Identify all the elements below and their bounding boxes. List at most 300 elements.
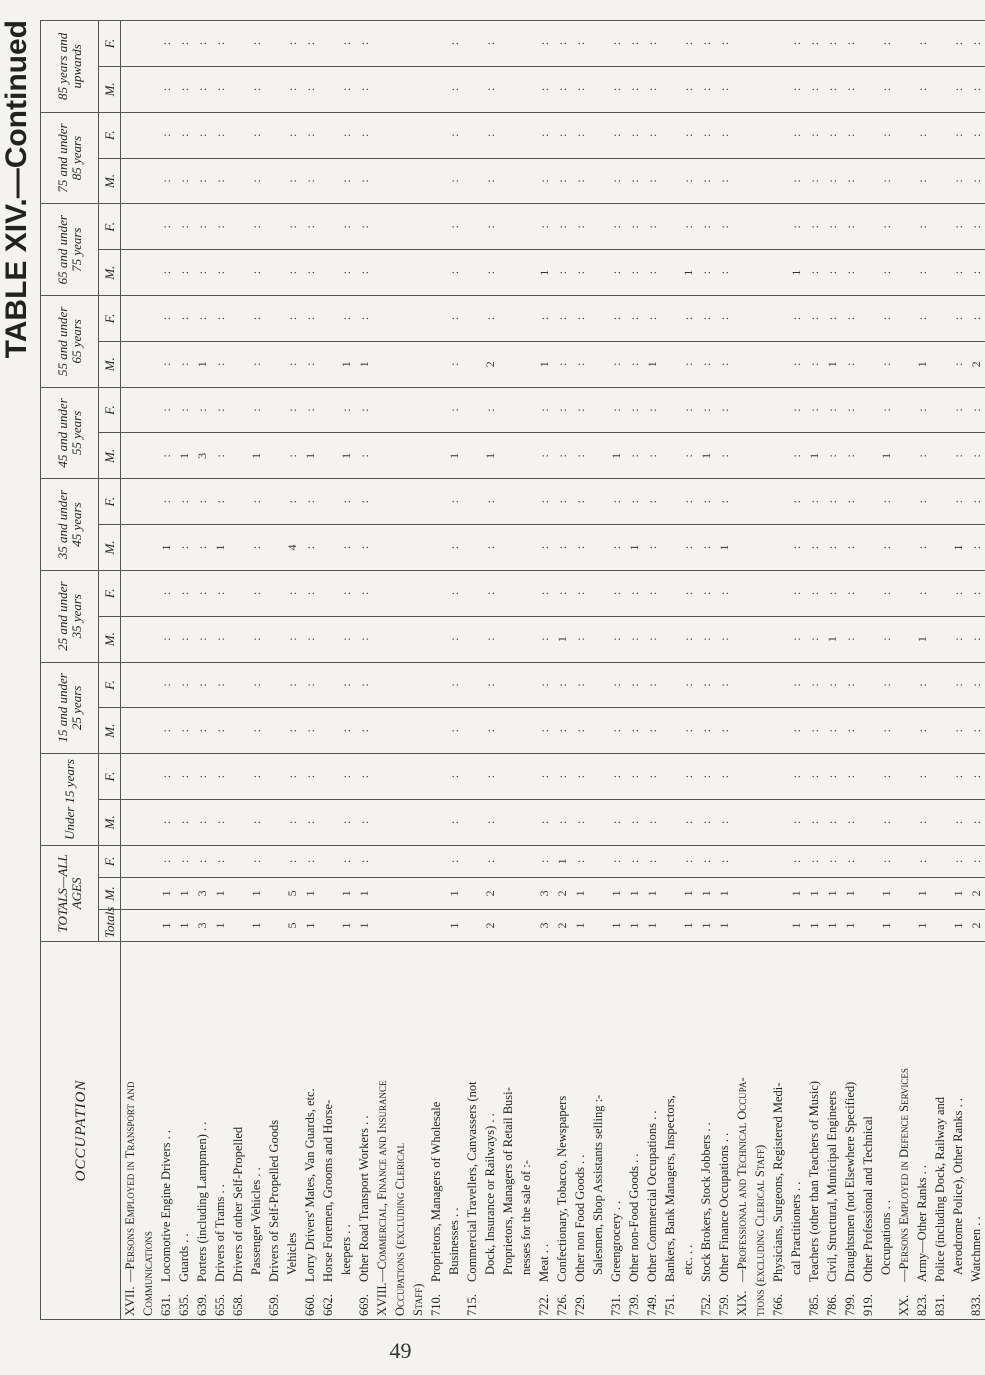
count-cell: : <box>967 204 985 250</box>
count-cell: : <box>193 662 211 708</box>
page-title <box>2 0 32 1375</box>
occupation-cell <box>391 942 409 1320</box>
count-cell: : <box>355 525 373 571</box>
count-cell <box>427 158 445 204</box>
count-cell: : <box>355 112 373 158</box>
occupation-label: Civil, Structural, Municipal Engineers <box>825 1090 839 1282</box>
count-cell: 1 <box>157 525 175 571</box>
count-cell <box>229 845 247 877</box>
count-cell: : <box>841 66 859 112</box>
count-cell <box>499 387 517 433</box>
count-cell: : <box>877 708 895 754</box>
count-cell <box>391 158 409 204</box>
count-cell <box>931 909 949 941</box>
count-cell <box>859 909 877 941</box>
count-cell: : <box>571 158 589 204</box>
count-cell: : <box>787 341 805 387</box>
count-cell: 1 <box>625 525 643 571</box>
count-cell: : <box>697 250 715 296</box>
count-cell <box>427 341 445 387</box>
count-cell: : <box>355 570 373 616</box>
count-cell: : <box>607 112 625 158</box>
count-cell <box>409 799 427 845</box>
count-cell <box>589 754 607 800</box>
count-cell <box>499 570 517 616</box>
count-cell <box>499 662 517 708</box>
count-cell <box>751 250 769 296</box>
count-cell: : <box>175 204 193 250</box>
count-cell <box>859 204 877 250</box>
count-cell <box>229 341 247 387</box>
count-cell: : <box>643 616 661 662</box>
count-cell <box>895 570 913 616</box>
count-cell: : <box>355 433 373 479</box>
count-cell <box>391 204 409 250</box>
table-row <box>301 21 319 1320</box>
count-cell: : <box>193 158 211 204</box>
count-cell <box>265 616 283 662</box>
count-cell: : <box>805 158 823 204</box>
table-row <box>535 21 553 1320</box>
count-cell <box>751 479 769 525</box>
count-cell <box>391 662 409 708</box>
count-cell <box>859 21 877 67</box>
count-cell: : <box>301 662 319 708</box>
count-cell <box>409 479 427 525</box>
count-cell <box>391 799 409 845</box>
count-cell: 1 <box>301 433 319 479</box>
count-cell <box>733 877 751 909</box>
count-cell: : <box>157 66 175 112</box>
table-row <box>229 21 247 1320</box>
count-cell: : <box>697 341 715 387</box>
count-cell: : <box>571 21 589 67</box>
count-cell: : <box>715 708 733 754</box>
count-cell <box>517 112 535 158</box>
count-cell <box>265 250 283 296</box>
count-cell: : <box>913 479 931 525</box>
count-cell <box>319 204 337 250</box>
count-cell <box>499 909 517 941</box>
age-group-header: 35 and under 45 years <box>41 479 99 571</box>
occupation-code: 752. <box>699 1294 713 1316</box>
count-cell: : <box>535 570 553 616</box>
count-cell: : <box>625 250 643 296</box>
count-cell: 3 <box>193 433 211 479</box>
count-cell: : <box>823 525 841 571</box>
table-row <box>859 21 877 1320</box>
count-cell: 1 <box>643 341 661 387</box>
count-cell <box>895 112 913 158</box>
count-cell <box>265 708 283 754</box>
count-cell <box>517 754 535 800</box>
count-cell <box>229 570 247 616</box>
count-cell: : <box>877 570 895 616</box>
count-cell: : <box>949 479 967 525</box>
count-cell: 1 <box>679 909 697 941</box>
count-cell <box>859 296 877 342</box>
sex-subheader: F. <box>99 754 121 800</box>
count-cell <box>139 21 157 67</box>
page-title-text: TABLE XIV.—Continued <box>0 20 33 359</box>
count-cell <box>769 21 787 67</box>
count-cell <box>229 662 247 708</box>
count-cell: 1 <box>553 845 571 877</box>
count-cell <box>499 799 517 845</box>
occupation-code: 739. <box>627 1294 641 1316</box>
count-cell <box>517 909 535 941</box>
occupation-cell <box>913 942 931 1320</box>
count-cell <box>661 799 679 845</box>
count-cell <box>121 250 140 296</box>
occupation-code: 786. <box>825 1294 839 1316</box>
occupation-label: Stock Brokers, Stock Jobbers . . <box>699 1122 713 1282</box>
count-cell <box>589 204 607 250</box>
count-cell: : <box>625 616 643 662</box>
occupation-code: 635. <box>177 1294 191 1316</box>
count-cell <box>517 250 535 296</box>
count-cell: : <box>247 708 265 754</box>
count-cell: : <box>787 662 805 708</box>
count-cell: : <box>877 479 895 525</box>
count-cell <box>139 387 157 433</box>
count-cell <box>121 296 140 342</box>
count-cell: : <box>193 250 211 296</box>
count-cell: : <box>445 387 463 433</box>
count-cell <box>229 909 247 941</box>
count-cell <box>463 341 481 387</box>
count-cell: : <box>643 845 661 877</box>
count-cell: : <box>697 66 715 112</box>
count-cell: : <box>949 433 967 479</box>
occupation-cell <box>553 942 571 1320</box>
occupation-label: Meat . . <box>537 1243 551 1282</box>
count-cell <box>661 570 679 616</box>
count-cell: : <box>643 570 661 616</box>
occupation-label: Drivers of Trams . . <box>213 1184 227 1282</box>
count-cell: : <box>553 433 571 479</box>
count-cell: : <box>643 708 661 754</box>
count-cell <box>733 433 751 479</box>
count-cell: : <box>913 525 931 571</box>
occupation-cell <box>193 942 211 1320</box>
count-cell <box>895 341 913 387</box>
occupation-cell <box>697 942 715 1320</box>
occupation-cell <box>841 942 859 1320</box>
count-cell: : <box>787 754 805 800</box>
count-cell: : <box>211 754 229 800</box>
count-cell <box>463 525 481 571</box>
count-cell <box>733 341 751 387</box>
count-cell <box>373 909 391 941</box>
occupation-label: Police (including Dock, Railway and <box>933 1096 947 1282</box>
count-cell: : <box>481 799 499 845</box>
count-cell: 1 <box>949 525 967 571</box>
count-cell: : <box>283 433 301 479</box>
count-cell <box>895 158 913 204</box>
count-cell <box>661 845 679 877</box>
count-cell <box>121 341 140 387</box>
count-cell <box>769 433 787 479</box>
count-cell: 1 <box>607 909 625 941</box>
count-cell <box>373 112 391 158</box>
count-cell <box>499 341 517 387</box>
count-cell <box>751 754 769 800</box>
occupation-label: keepers . . <box>339 1224 353 1275</box>
occupation-code: 655. <box>213 1294 227 1316</box>
occupation-cell <box>499 942 517 1320</box>
count-cell: : <box>949 296 967 342</box>
count-cell: : <box>283 204 301 250</box>
count-cell: : <box>481 387 499 433</box>
occupation-code: 726. <box>555 1294 569 1316</box>
age-group-header: Under 15 years <box>41 754 99 846</box>
occupation-code: XVIII. <box>375 1282 389 1316</box>
count-cell <box>751 112 769 158</box>
count-cell: : <box>949 341 967 387</box>
count-cell <box>229 204 247 250</box>
count-cell <box>319 341 337 387</box>
occupation-cell <box>769 942 787 1320</box>
table-row <box>931 21 949 1320</box>
count-cell <box>517 845 535 877</box>
occupation-label: Other Finance Occupations . . <box>717 1132 731 1282</box>
count-cell <box>661 616 679 662</box>
count-cell <box>733 570 751 616</box>
count-cell: : <box>679 799 697 845</box>
occupation-label: nesses for the sale of :- <box>519 1160 533 1275</box>
count-cell: : <box>211 479 229 525</box>
count-cell <box>499 616 517 662</box>
count-cell: : <box>697 799 715 845</box>
occupation-cell <box>571 942 589 1320</box>
count-cell: : <box>967 296 985 342</box>
count-cell: : <box>715 845 733 877</box>
count-cell: 1 <box>823 909 841 941</box>
count-cell: : <box>445 158 463 204</box>
count-cell: : <box>949 708 967 754</box>
count-cell: : <box>337 112 355 158</box>
count-cell: : <box>301 799 319 845</box>
occupation-code: 785. <box>807 1294 821 1316</box>
count-cell: : <box>211 158 229 204</box>
count-cell <box>859 250 877 296</box>
count-cell <box>733 21 751 67</box>
count-cell <box>139 877 157 909</box>
count-cell <box>319 433 337 479</box>
count-cell: : <box>355 616 373 662</box>
count-cell <box>463 158 481 204</box>
count-cell: : <box>877 250 895 296</box>
count-cell <box>319 112 337 158</box>
count-cell <box>589 708 607 754</box>
count-cell: : <box>823 387 841 433</box>
count-cell <box>895 909 913 941</box>
count-cell: : <box>157 433 175 479</box>
count-cell: : <box>625 845 643 877</box>
count-cell: 1 <box>607 433 625 479</box>
occupation-label: Other Road Transport Workers . . <box>357 1115 371 1282</box>
occupation-cell <box>175 942 193 1320</box>
count-cell <box>661 112 679 158</box>
sex-subheader: Totals <box>99 909 121 941</box>
count-cell <box>463 296 481 342</box>
count-cell <box>499 877 517 909</box>
count-cell: : <box>823 66 841 112</box>
count-cell <box>319 158 337 204</box>
count-cell: : <box>805 250 823 296</box>
count-cell <box>373 204 391 250</box>
count-cell <box>265 525 283 571</box>
count-cell <box>769 66 787 112</box>
count-cell: : <box>949 662 967 708</box>
occupation-cell <box>517 942 535 1320</box>
count-cell <box>931 387 949 433</box>
occupation-code: XX. <box>897 1294 911 1316</box>
table-row <box>679 21 697 1320</box>
count-cell <box>373 877 391 909</box>
count-cell: : <box>175 387 193 433</box>
count-cell: : <box>157 21 175 67</box>
count-cell: : <box>175 112 193 158</box>
occupation-cell <box>589 942 607 1320</box>
count-cell: : <box>679 570 697 616</box>
count-cell: : <box>301 21 319 67</box>
count-cell <box>751 616 769 662</box>
count-cell: : <box>445 479 463 525</box>
count-cell <box>499 479 517 525</box>
count-cell: : <box>787 66 805 112</box>
count-cell: : <box>301 570 319 616</box>
occupation-cell <box>625 942 643 1320</box>
count-cell: 1 <box>949 909 967 941</box>
count-cell <box>427 296 445 342</box>
count-cell: 1 <box>913 616 931 662</box>
count-cell <box>463 909 481 941</box>
count-cell: : <box>481 296 499 342</box>
count-cell: : <box>247 21 265 67</box>
count-cell <box>931 662 949 708</box>
occupation-cell <box>409 942 427 1320</box>
occupation-label: —Persons Employed in Transport and <box>123 1081 137 1282</box>
count-cell: 1 <box>301 909 319 941</box>
occupation-label: Passenger Vehicles . . <box>249 1167 263 1275</box>
table-row <box>517 21 535 1320</box>
count-cell: : <box>877 21 895 67</box>
count-cell: 1 <box>625 909 643 941</box>
occupation-label: Army—Other Ranks . . <box>915 1165 929 1282</box>
count-cell <box>589 877 607 909</box>
header-row-groups <box>41 21 99 1320</box>
count-cell: 1 <box>445 877 463 909</box>
count-cell: : <box>337 158 355 204</box>
count-cell <box>139 66 157 112</box>
count-cell <box>391 341 409 387</box>
count-cell: : <box>481 708 499 754</box>
count-cell: : <box>337 799 355 845</box>
sex-subheader: F. <box>99 112 121 158</box>
table-row <box>823 21 841 1320</box>
sex-subheader: M. <box>99 616 121 662</box>
count-cell <box>121 909 140 941</box>
count-cell: 1 <box>787 877 805 909</box>
count-cell <box>517 708 535 754</box>
count-cell: : <box>571 387 589 433</box>
count-cell <box>931 341 949 387</box>
count-cell: 1 <box>787 250 805 296</box>
count-cell: : <box>355 799 373 845</box>
count-cell: : <box>193 387 211 433</box>
count-cell: : <box>949 112 967 158</box>
count-cell: : <box>481 525 499 571</box>
count-cell: : <box>445 799 463 845</box>
count-cell: : <box>841 158 859 204</box>
count-cell: 1 <box>211 909 229 941</box>
count-cell <box>463 616 481 662</box>
occupation-label: —Commercial, Finance and Insurance <box>375 1080 389 1282</box>
count-cell <box>409 570 427 616</box>
count-cell <box>409 708 427 754</box>
count-cell: 1 <box>445 909 463 941</box>
count-cell <box>121 616 140 662</box>
count-cell: : <box>625 479 643 525</box>
count-cell <box>139 525 157 571</box>
count-cell: : <box>679 341 697 387</box>
count-cell: : <box>175 708 193 754</box>
table-row <box>589 21 607 1320</box>
count-cell <box>733 708 751 754</box>
count-cell <box>769 799 787 845</box>
count-cell: : <box>481 616 499 662</box>
count-cell: : <box>571 341 589 387</box>
count-cell: : <box>301 341 319 387</box>
count-cell: : <box>337 708 355 754</box>
count-cell <box>661 909 679 941</box>
count-cell <box>895 296 913 342</box>
count-cell: : <box>715 662 733 708</box>
count-cell: : <box>175 845 193 877</box>
count-cell <box>895 204 913 250</box>
count-cell <box>589 799 607 845</box>
occupation-code: 833. <box>969 1294 983 1316</box>
count-cell: : <box>625 754 643 800</box>
count-cell: : <box>211 616 229 662</box>
table-row <box>499 21 517 1320</box>
rotated-table-container <box>40 20 983 1320</box>
count-cell: : <box>787 799 805 845</box>
occupation-code: 823. <box>915 1294 929 1316</box>
count-cell <box>409 204 427 250</box>
count-cell <box>319 799 337 845</box>
count-cell: : <box>157 112 175 158</box>
count-cell: 1 <box>715 877 733 909</box>
occupation-label: Dock, Insurance or Railways) . . <box>483 1113 497 1275</box>
table-row <box>481 21 499 1320</box>
count-cell <box>427 204 445 250</box>
table-header <box>41 21 121 1320</box>
count-cell: : <box>211 66 229 112</box>
count-cell <box>931 21 949 67</box>
count-cell: : <box>211 433 229 479</box>
count-cell <box>859 433 877 479</box>
count-cell: : <box>535 112 553 158</box>
occupation-label: Staff) <box>411 1283 425 1316</box>
count-cell <box>139 341 157 387</box>
count-cell <box>265 570 283 616</box>
count-cell <box>463 877 481 909</box>
count-cell <box>373 708 391 754</box>
count-cell <box>229 877 247 909</box>
